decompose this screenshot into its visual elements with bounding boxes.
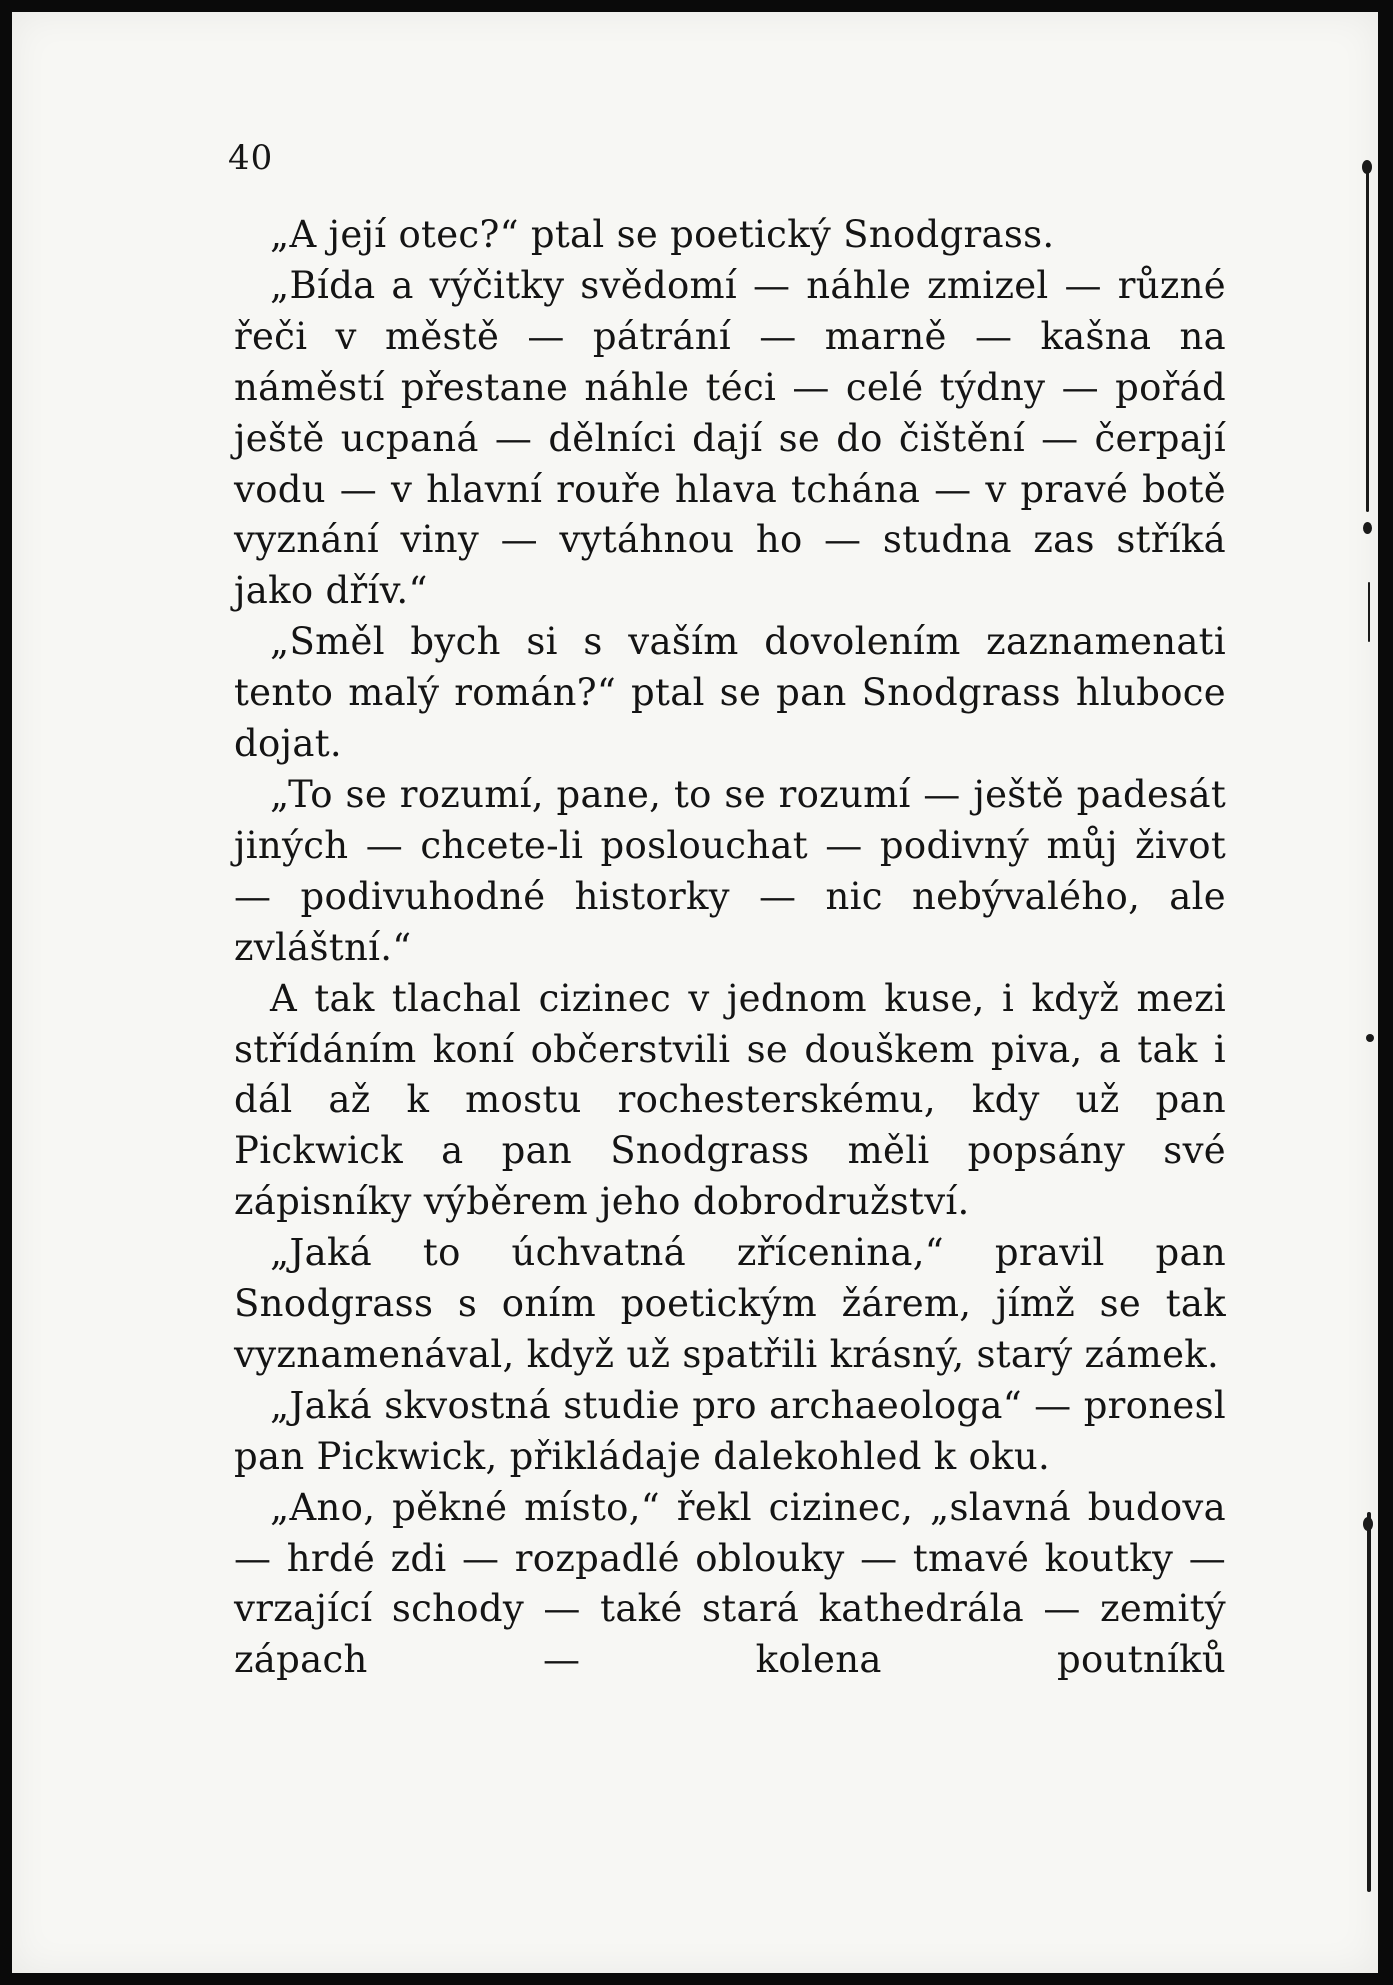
paragraph-8: „Ano, pěkné místo,“ řekl cizinec, „slavná budova — hrdé zdi — rozpadlé oblouky — tmavé koutky — vrzající schody — také stará kathedrála — zemitý zápach — kolena poutníků xyxy=(234,1485,1226,1682)
book-page xyxy=(12,12,1378,1973)
binding-mark xyxy=(1366,162,1369,512)
paragraph-2: „Bída a výčitky svědomí — náhle zmizel — různé řeči v městě — pátrání — marně — kašna na náměstí přestane náhle téci — celé týdny — pořád ještě ucpaná — dělníci dají se do čištění — čerpají vodu — v hlavní rouře hlava tchána — v pravé botě vyznání viny — vytáhnou ho — studna zas stříká jako dřív.“ xyxy=(234,263,1226,613)
binding-mark xyxy=(1367,1512,1371,1892)
paragraph-6: „Jaká to úchvatná zřícenina,“ pravil pan Snodgrass s oním poetickým žárem, jímž se tak vyznamenával, když už spatřili krásný, starý zámek. xyxy=(234,1231,1226,1376)
paragraph-4: „To se rozumí, pane, to se rozumí — ještě padesát jiných — chcete-li poslouchat — podivný můj život — podivuhodné historky — nic nebývalého, ale zvláštní.“ xyxy=(234,772,1226,969)
binding-mark xyxy=(1362,160,1372,174)
binding-mark xyxy=(1368,582,1370,642)
paragraph-1: „A její otec?“ ptal se poetický Snodgrass. xyxy=(270,213,1055,256)
binding-mark xyxy=(1363,522,1372,534)
binding-mark xyxy=(1366,1034,1374,1042)
paragraph-5: A tak tlachal cizinec v jednom kuse, i když mezi střídáním koní občerstvili se douškem piva, a tak i dál až k mostu rochesterskému, kdy už pan Pickwick a pan Snodgrass měli popsány své zápisníky výběrem jeho dobrodružství. xyxy=(234,976,1226,1224)
binding-mark xyxy=(1363,1517,1373,1531)
paragraph-3: „Směl bych si s vaším dovolením zaznamenati tento malý román?“ ptal se pan Snodgrass hluboce dojat. xyxy=(234,620,1226,766)
page-text xyxy=(234,210,1226,1686)
paragraph-7: „Jaká skvostná studie pro archaeologa“ — pronesl pan Pickwick, přikládaje dalekohled k oku. xyxy=(234,1383,1226,1478)
page-number: 40 xyxy=(228,138,274,178)
